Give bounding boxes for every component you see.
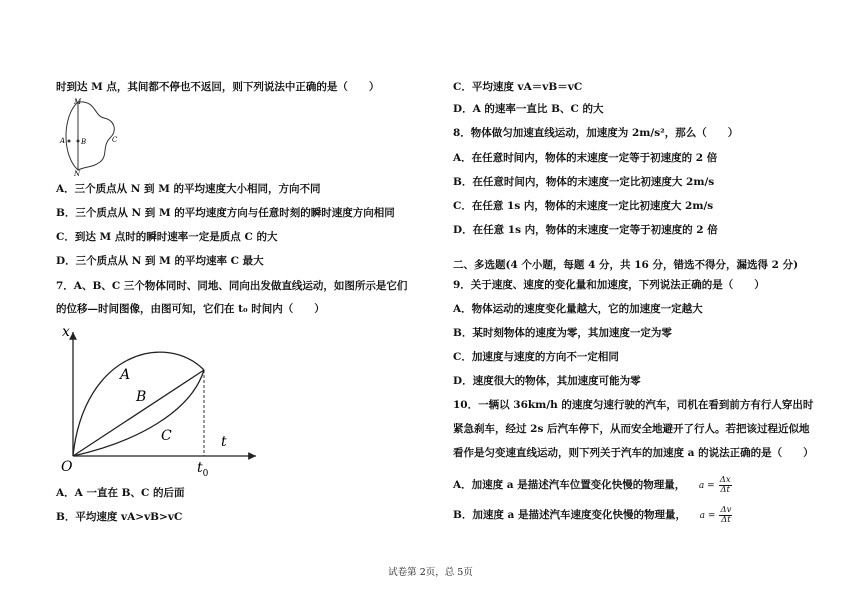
q10-option-b (453, 503, 732, 528)
q10-option-a (453, 473, 732, 498)
label-a: A (60, 137, 66, 145)
left-column (56, 0, 456, 560)
q8-option-b: B．在任意时间内，物体的末速度一定比初速度大 2m/s (453, 176, 715, 188)
point-a (68, 140, 71, 143)
formula-b-denominator: Δt (721, 514, 731, 525)
point-b (77, 140, 80, 143)
position-time-graph (56, 322, 276, 482)
q9-option-d: D．速度很大的物体，其加速度可能为零 (453, 375, 641, 387)
q10-option-b-text: B．加速度 a 是描述汽车速度变化快慢的物理量， (453, 509, 686, 521)
formula-b-numerator: Δv (720, 504, 732, 515)
q7-stem-line1: 7．A、B、C 三个物体同时、同地、同向出发做直线运动，如图所示是它们 (56, 280, 408, 292)
q7-option-b: B．平均速度 vA>vB>vC (56, 511, 183, 523)
right-column (453, 0, 853, 560)
label-n: N (74, 170, 81, 176)
line-b (73, 370, 204, 456)
q10-stem-line3: 看作是匀变速直线运动，则下列关于汽车的加速度 a 的说法正确的是（ ） (453, 447, 814, 459)
q8-option-a: A．在任意时间内，物体的末速度一定等于初速度的 2 倍 (453, 152, 718, 164)
section-multiple-choice-heading: 二、多选题(4 个小题，每题 4 分，共 16 分，错选不得分，漏选得 2 分) (453, 259, 799, 271)
path-figure (56, 96, 136, 176)
curve-b-label: B (136, 389, 147, 405)
q7-option-c: C．平均速度 vA＝vB＝vC (453, 81, 583, 93)
q9-option-c: C．加速度与速度的方向不一定相同 (453, 351, 619, 363)
q9-option-b: B．某时刻物体的速度为零，其加速度一定为零 (453, 327, 672, 339)
q7-option-d: D．A 的速率一直比 B、C 的大 (453, 103, 604, 115)
formula-b-fraction (719, 506, 732, 525)
formula-a-lhs: a = (698, 481, 715, 491)
y-axis-label: x (62, 324, 70, 340)
curve-a-label: A (120, 367, 131, 383)
label-b: B (81, 138, 87, 146)
q7-stem-line2: 的位移—时间图像，由图可知，它们在 t₀ 时间内（ ） (56, 303, 325, 315)
page-footer: 试卷第 2页，总 5页 (388, 567, 473, 578)
label-c: C (112, 136, 118, 144)
path-arc-a (66, 102, 78, 170)
formula-b-lhs: a = (699, 511, 716, 521)
x-axis-label: t (221, 434, 227, 450)
q8-stem: 8．物体做匀加速直线运动，加速度为 2m/s²，那么（ ） (453, 127, 739, 139)
q10-option-a-text: A．加速度 a 是描述汽车位置变化快慢的物理量， (453, 479, 686, 491)
curve-c-label: C (161, 428, 172, 444)
formula-a-denominator: Δt (720, 484, 730, 495)
q6-option-d: D．三个质点从 N 到 M 的平均速率 C 最大 (56, 255, 264, 267)
q8-option-c: C．在任意 1s 内，物体的末速度一定比初速度大 2m/s (453, 200, 714, 212)
q10-stem-line1: 10．一辆以 36km/h 的速度匀速行驶的汽车，司机在看到前方有行人穿出时 (453, 399, 814, 411)
q6-option-a: A．三个质点从 N 到 M 的平均速度大小相同，方向不同 (56, 183, 321, 195)
label-m: M (74, 98, 82, 106)
q9-option-a: A．物体运动的速度变化量越大，它的加速度一定越大 (453, 303, 703, 315)
q7-option-a: A．A 一直在 B、C 的后面 (56, 487, 185, 499)
q8-option-d: D．在任意 1s 内，物体的末速度一定等于初速度的 2 倍 (453, 224, 718, 236)
q6-stem-continuation: 时到达 M 点，其间都不停也不返回，则下列说法中正确的是（ ） (56, 81, 380, 93)
q10-stem-line2: 紧急刹车，经过 2s 后汽车停下，从而安全地避开了行人。若把该过程近似地 (453, 423, 810, 435)
q9-stem: 9．关于速度、速度的变化量和加速度，下列说法正确的是（ ） (453, 279, 765, 291)
q6-option-b: B．三个质点从 N 到 M 的平均速度方向与任意时刻的瞬时速度方向相同 (56, 207, 395, 219)
formula-a-fraction (719, 476, 732, 495)
q6-option-c: C．到达 M 点时的瞬时速率一定是质点 C 的大 (56, 231, 278, 243)
path-curve-c (78, 102, 114, 170)
formula-a-numerator: Δx (719, 474, 731, 485)
t0-label: $t_0$ (197, 460, 209, 479)
origin-label: O (61, 459, 73, 475)
